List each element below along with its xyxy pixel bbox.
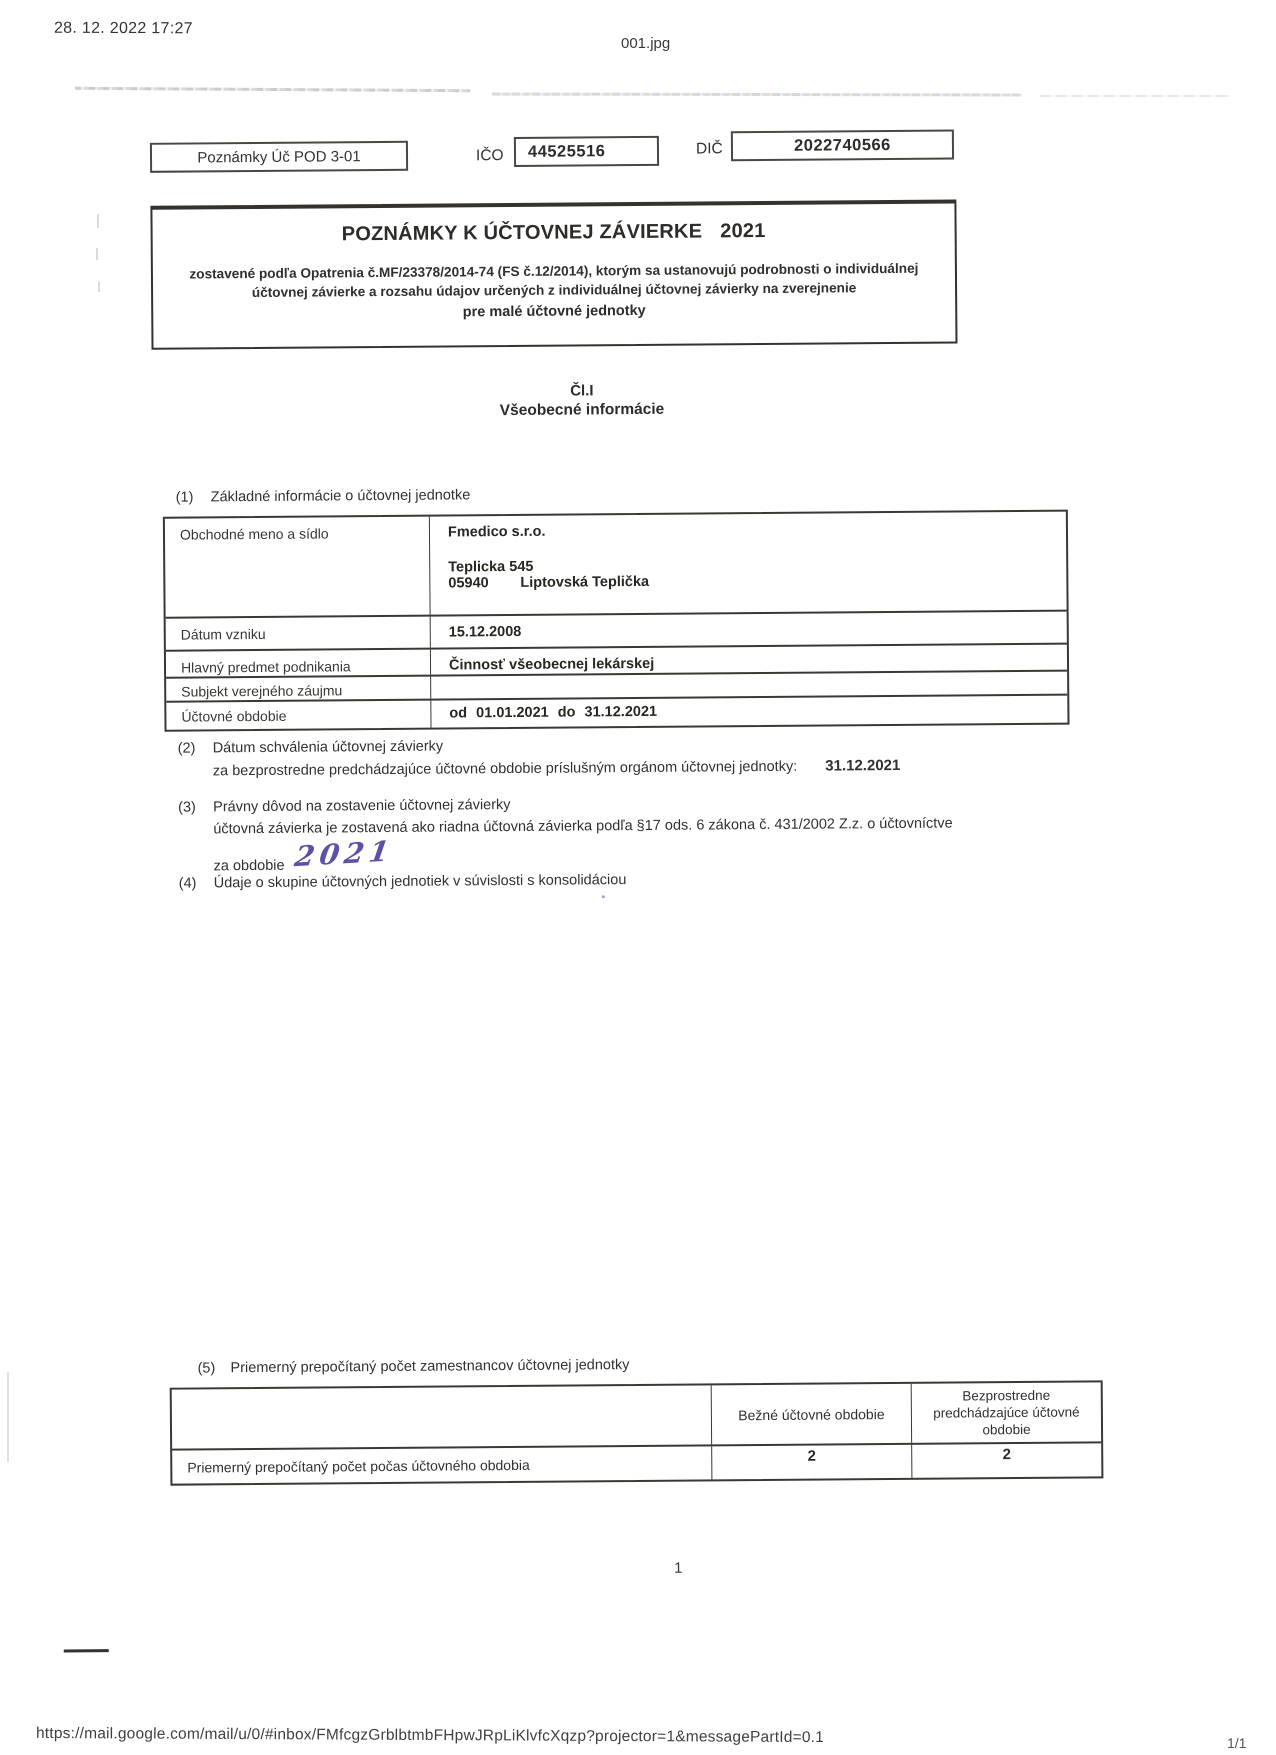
row-value: od 01.01.2021 do 31.12.2021 (449, 703, 658, 722)
article-heading (182, 379, 982, 422)
previous-period-value: 2 (1002, 1446, 1011, 1464)
company-street: Teplicka 545 (448, 558, 534, 576)
row-label: Priemerný prepočítaný počet počas účtovného obdobia (172, 1446, 712, 1483)
row-value: Činnosť všeobecnej lekárskej (448, 655, 655, 674)
section3-period-line (213, 834, 397, 877)
section2-body (213, 757, 901, 779)
current-period-value: 2 (712, 1445, 912, 1480)
ico-value: 44525516 (527, 141, 606, 161)
print-filename: 001.jpg (621, 35, 671, 52)
form-code-label: Poznámky Úč POD 3-01 (197, 147, 361, 166)
row-value (431, 672, 1067, 699)
row-label: Hlavný predmet podnikania (166, 650, 431, 677)
section3-heading: Právny dôvod na zostavenie účtovnej závierky (213, 797, 511, 816)
row-value (430, 512, 1067, 615)
table-row (172, 1443, 1101, 1483)
section4-heading: Údaje o skupine účtovných jednotiek v súvislosti s konsolidáciou (213, 872, 627, 892)
handwritten-year: 2021 (292, 834, 397, 874)
title-block (150, 199, 957, 349)
section1-number: (1) (175, 489, 194, 506)
section5-heading: Priemerný prepočítaný počet zamestnancov účtovnej jednotky (230, 1357, 630, 1377)
approval-date: 31.12.2021 (825, 756, 901, 775)
page-number: 1 (674, 1559, 683, 1577)
document-subtitle (153, 258, 955, 302)
section2-number: (2) (177, 740, 196, 757)
header-empty-cell (172, 1385, 712, 1448)
article-code: Čl.I (570, 382, 594, 400)
row-label: Účtovné obdobie (166, 701, 431, 730)
section2-heading: Dátum schválenia účtovnej závierky (212, 738, 444, 757)
row-label: Subjekt verejného záujmu (166, 677, 431, 701)
form-code-box (150, 141, 408, 173)
row-label: Dátum vzniku (166, 617, 431, 650)
section4-number: (4) (178, 875, 197, 892)
ico-value-box (514, 136, 659, 167)
article-title: Všeobecné informácie (499, 400, 665, 420)
table-row (166, 696, 1067, 730)
employees-table (170, 1380, 1104, 1485)
document-title-year: 2021 (720, 219, 766, 243)
row-label: Obchodné meno a sídlo (165, 517, 431, 617)
company-zip: 05940 (448, 575, 489, 592)
document-title-text: POZNÁMKY K ÚČTOVNEJ ZÁVIERKE (341, 220, 703, 246)
section3-number: (3) (178, 799, 196, 816)
table-header-row (172, 1382, 1101, 1450)
ico-label: IČO (475, 147, 504, 165)
basic-info-table (163, 510, 1070, 732)
company-city-line (448, 571, 1060, 592)
section2-body-text: za bezprostredne predchádzajúce účtovné obdobie príslušným orgánom účtovnej jednotky: (212, 758, 798, 780)
period-prefix: za obdobie (213, 857, 285, 875)
subtitle-line-2: účtovnej závierke a rozsahu údajov určených z individuálnej účtovnej závierky na zverejnenie (251, 280, 857, 301)
header-previous-period: Bezprostredne predchádzajúce účtovné obdobie (933, 1387, 1080, 1438)
section5-number: (5) (197, 1360, 216, 1377)
row-value: 15.12.2008 (448, 623, 522, 641)
section1-heading: Základné informácie o účtovnej jednotke (210, 487, 471, 506)
document-title (153, 218, 955, 247)
subtitle-line-1: zostavené podľa Opatrenia č.MF/23378/2014-74 (FS č.12/2014), ktorým sa ustanovujú podrobnosti o individuálnej (189, 260, 919, 282)
print-datetime: 28. 12. 2022 17:27 (53, 19, 193, 38)
company-city: Liptovská Teplička (520, 573, 650, 591)
section3-body: účtovná závierka je zostavená ako riadna účtovná závierka podľa §17 ods. 6 zákona č. 431/2002 Z.z. o účtovníctve (213, 815, 953, 838)
scan-artifact-line (64, 1649, 109, 1652)
printed-page-indicator: 1/1 (1226, 1734, 1247, 1752)
header-current-period: Bežné účtovné obdobie (712, 1384, 912, 1445)
company-name: Fmedico s.r.o. (447, 523, 546, 541)
audience-line: pre malé účtovné jednotky (462, 302, 646, 321)
printed-url: https://mail.google.com/mail/u/0/#inbox/FMfcgzGrblbtmbFHpwJRpLiKlvfcXqzp?projector=1&messagePartId=0.1 (35, 1724, 825, 1747)
scan-artifact-dot (602, 895, 605, 898)
table-row (165, 512, 1067, 619)
dic-value: 2022740566 (793, 135, 891, 155)
dic-value-box (731, 129, 954, 161)
dic-label: DIČ (695, 140, 723, 158)
